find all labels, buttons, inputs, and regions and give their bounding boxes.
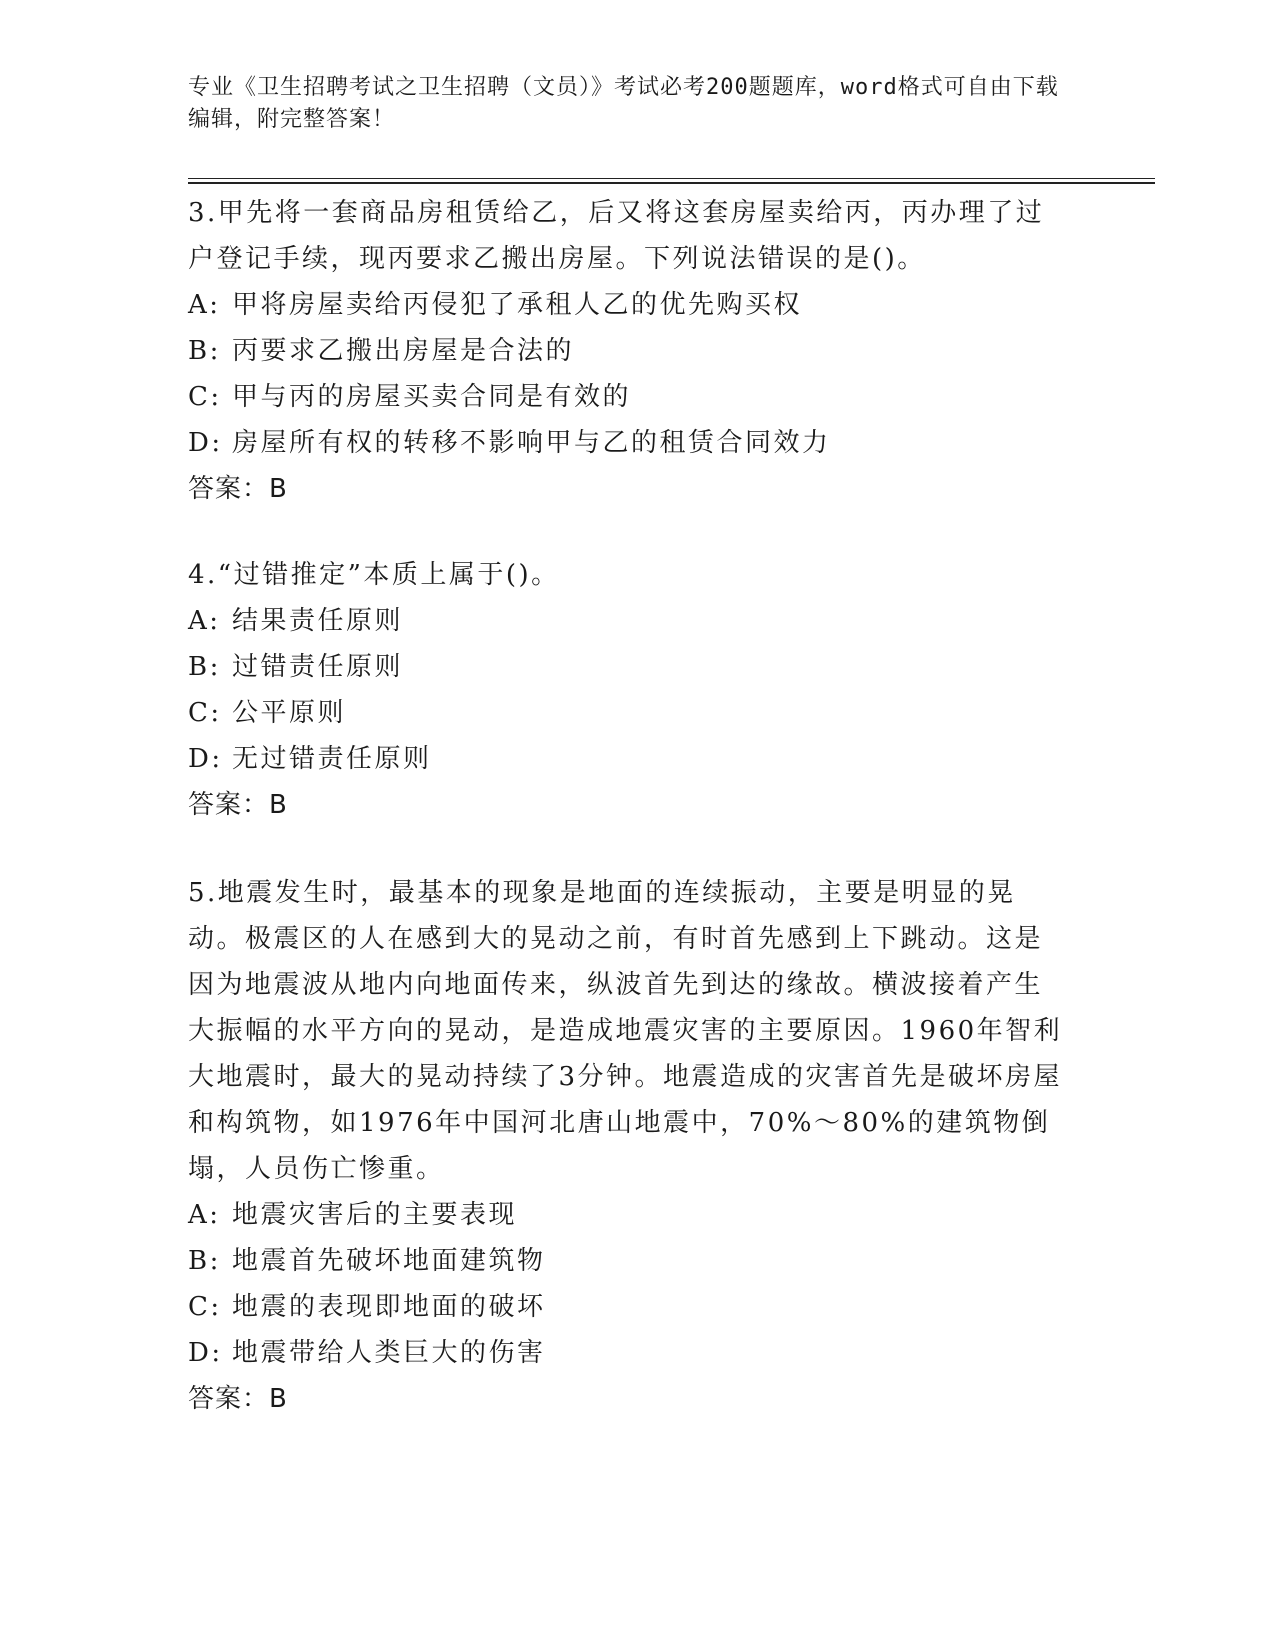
option-letter: B: <box>188 1246 221 1276</box>
option-text: 过错责任原则 <box>232 652 404 682</box>
question-stem: 3.甲先将一套商品房租赁给乙，后又将这套房屋卖给丙，丙办理了过户登记手续，现丙要求乙搬出房屋。下列说法错误的是()。 <box>188 198 1045 274</box>
question-stem: 4.“过错推定”本质上属于()。 <box>188 560 560 590</box>
option-text: 地震带给人类巨大的伤害 <box>232 1338 546 1368</box>
option-b <box>188 1238 1068 1284</box>
option-c <box>188 1284 1068 1330</box>
question-stem: 5.地震发生时，最基本的现象是地面的连续振动，主要是明显的晃动。极震区的人在感到大的晃动之前，有时首先感到上下跳动。这是因为地震波从地内向地面传来，纵波首先到达的缘故。横波接着产生大振幅的水平方向的晃动，是造成地震灾害的主要原因。1960年智利大地震时，最大的晃动持续了3分钟。地震造成的灾害首先是破坏房屋和构筑物，如1976年中国河北唐山地震中，70%～80%的建筑物倒塌，人员伤亡惨重。 <box>188 878 1063 1184</box>
answer-line: 答案：B <box>188 1384 288 1414</box>
option-text: 地震灾害后的主要表现 <box>232 1200 518 1230</box>
option-text: 无过错责任原则 <box>232 744 432 774</box>
option-text: 房屋所有权的转移不影响甲与乙的租赁合同效力 <box>232 428 831 458</box>
header-divider-thin <box>188 178 1155 179</box>
option-d <box>188 1330 1068 1376</box>
option-text: 丙要求乙搬出房屋是合法的 <box>232 336 575 366</box>
option-letter: C: <box>188 382 222 412</box>
header-divider-thick <box>188 182 1155 184</box>
option-a <box>188 282 1068 328</box>
option-letter: D: <box>188 1338 223 1368</box>
option-c <box>188 374 1068 420</box>
option-letter: C: <box>188 1292 222 1322</box>
document-header: 专业《卫生招聘考试之卫生招聘（文员）》考试必考200题题库，word格式可自由下载编辑，附完整答案！ <box>188 75 1059 132</box>
option-text: 公平原则 <box>232 698 347 728</box>
option-letter: C: <box>188 698 222 728</box>
option-d <box>188 420 1068 466</box>
option-letter: A: <box>188 1200 221 1230</box>
option-d <box>188 736 1068 782</box>
option-letter: A: <box>188 290 221 320</box>
option-text: 地震的表现即地面的破坏 <box>232 1292 546 1322</box>
option-b <box>188 328 1068 374</box>
option-letter: B: <box>188 336 221 366</box>
option-a <box>188 1192 1068 1238</box>
option-text: 结果责任原则 <box>232 606 404 636</box>
option-a <box>188 598 1068 644</box>
option-text: 甲将房屋卖给丙侵犯了承租人乙的优先购买权 <box>232 290 803 320</box>
option-letter: A: <box>188 606 221 636</box>
question-block-5 <box>188 870 1068 1448</box>
option-letter: D: <box>188 744 223 774</box>
question-block-3 <box>188 190 1068 538</box>
option-letter: D: <box>188 428 223 458</box>
option-b <box>188 644 1068 690</box>
option-text: 甲与丙的房屋买卖合同是有效的 <box>232 382 632 412</box>
option-letter: B: <box>188 652 221 682</box>
option-c <box>188 690 1068 736</box>
question-block-4 <box>188 552 1068 854</box>
answer-line: 答案：B <box>188 790 288 820</box>
option-text: 地震首先破坏地面建筑物 <box>232 1246 546 1276</box>
answer-line: 答案：B <box>188 474 288 504</box>
